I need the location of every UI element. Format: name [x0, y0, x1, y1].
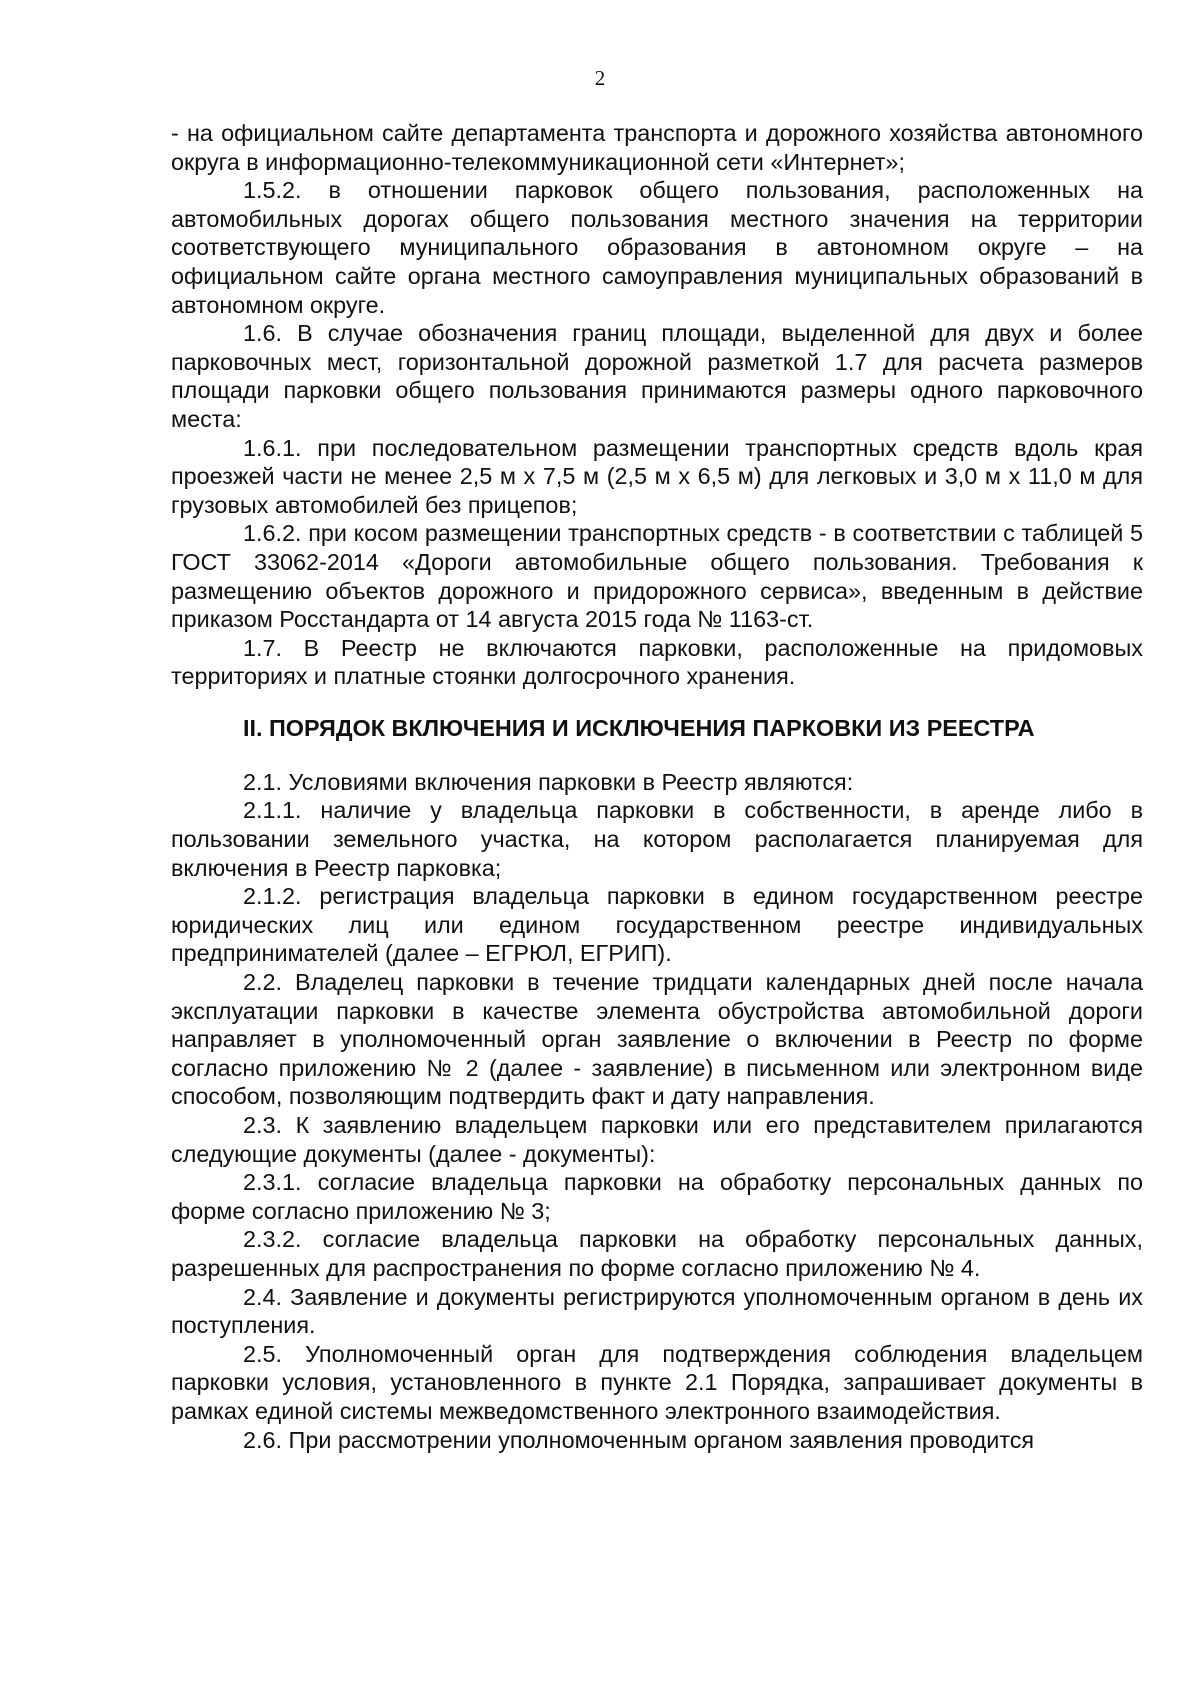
paragraph-2-4: 2.4. Заявление и документы регистрируются уполномоченным органом в день их поступления.: [171, 1283, 1143, 1339]
paragraph-website-dept: - на официальном сайте департамента транспорта и дорожного хозяйства автономного округа в информационно-телекоммуникационной сети «Интернет»;: [171, 120, 1143, 175]
page-number: 2: [594, 66, 606, 90]
paragraph-2-6: 2.6. При рассмотрении уполномоченным органом заявления проводится: [243, 1426, 1035, 1453]
paragraph-2-2: 2.2. Владелец парковки в течение тридцати календарных дней после начала эксплуатации парковки в качестве элемента обустройства автомобильной дороги направляет в уполномоченный орган заявление о включении в Реестр по форме согласно приложению № 2 (далее - заявление) в письменном или электронном виде способом, позволяющим подтвердить факт и дату направления.: [171, 969, 1143, 1110]
paragraph-1-5-2: 1.5.2. в отношении парковок общего пользования, расположенных на автомобильных дорогах общего пользования местного значения на территории соответствующего муниципального образования в автономном округе – на официальном сайте органа местного самоуправления муниципальных образований в автономном округе.: [171, 177, 1143, 318]
document-body: [171, 119, 1143, 1454]
paragraphs-before-heading: [171, 119, 1143, 691]
paragraph-2-3-2: 2.3.2. согласие владельца парковки на обработку персональных данных, разрешенных для распространения по форме согласно приложению № 4.: [171, 1226, 1143, 1281]
section-heading: II. ПОРЯДОК ВКЛЮЧЕНИЯ И ИСКЛЮЧЕНИЯ ПАРКОВКИ ИЗ РЕЕСТРА: [243, 714, 1035, 741]
paragraph-1-6: 1.6. В случае обозначения границ площади, выделенной для двух и более парковочных мест, горизонтальной дорожной разметкой 1.7 для расчета размеров площади парковки общего пользования принимаются размеры одного парковочного места:: [171, 320, 1143, 432]
paragraphs-after-heading: [171, 768, 1143, 1454]
paragraph-2-1-1: 2.1.1. наличие у владельца парковки в собственности, в аренде либо в пользовании земельного участка, на котором располагается планируемая для включения в Реестр парковка;: [171, 797, 1143, 881]
paragraph-1-6-1: 1.6.1. при последовательном размещении транспортных средств вдоль края проезжей части не менее 2,5 м х 7,5 м (2,5 м х 6,5 м) для легковых и 3,0 м х 11,0 м для грузовых автомобилей без прицепов;: [171, 434, 1143, 518]
paragraph-1-6-2: 1.6.2. при косом размещении транспортных средств - в соответствии с таблицей 5 ГОСТ 33062-2014 «Дороги автомобильные общего пользования. Требования к размещению объектов дорожного и придорожного сервиса», введенным в действие приказом Росстандарта от 14 августа 2015 года № 1163-ст.: [171, 520, 1143, 633]
paragraph-1-7: 1.7. В Реестр не включаются парковки, расположенные на придомовых территориях и платные стоянки долгосрочного хранения.: [171, 634, 1143, 690]
paragraph-2-3: 2.3. К заявлению владельцем парковки или его представителем прилагаются следующие документы (далее - документы):: [171, 1112, 1143, 1167]
paragraph-2-1-2: 2.1.2. регистрация владельца парковки в едином государственном реестре юридических лиц или едином государственном реестре индивидуальных предпринимателей (далее – ЕГРЮЛ, ЕГРИП).: [171, 883, 1143, 967]
paragraph-2-5: 2.5. Уполномоченный орган для подтверждения соблюдения владельцем парковки условия, установленного в пункте 2.1 Порядка, запрашивает документы в рамках единой системы межведомственного электронного взаимодействия.: [171, 1340, 1143, 1424]
paragraph-2-3-1: 2.3.1. согласие владельца парковки на обработку персональных данных по форме согласно приложению № 3;: [171, 1169, 1143, 1224]
paragraph-2-1: 2.1. Условиями включения парковки в Реестр являются:: [243, 768, 854, 795]
